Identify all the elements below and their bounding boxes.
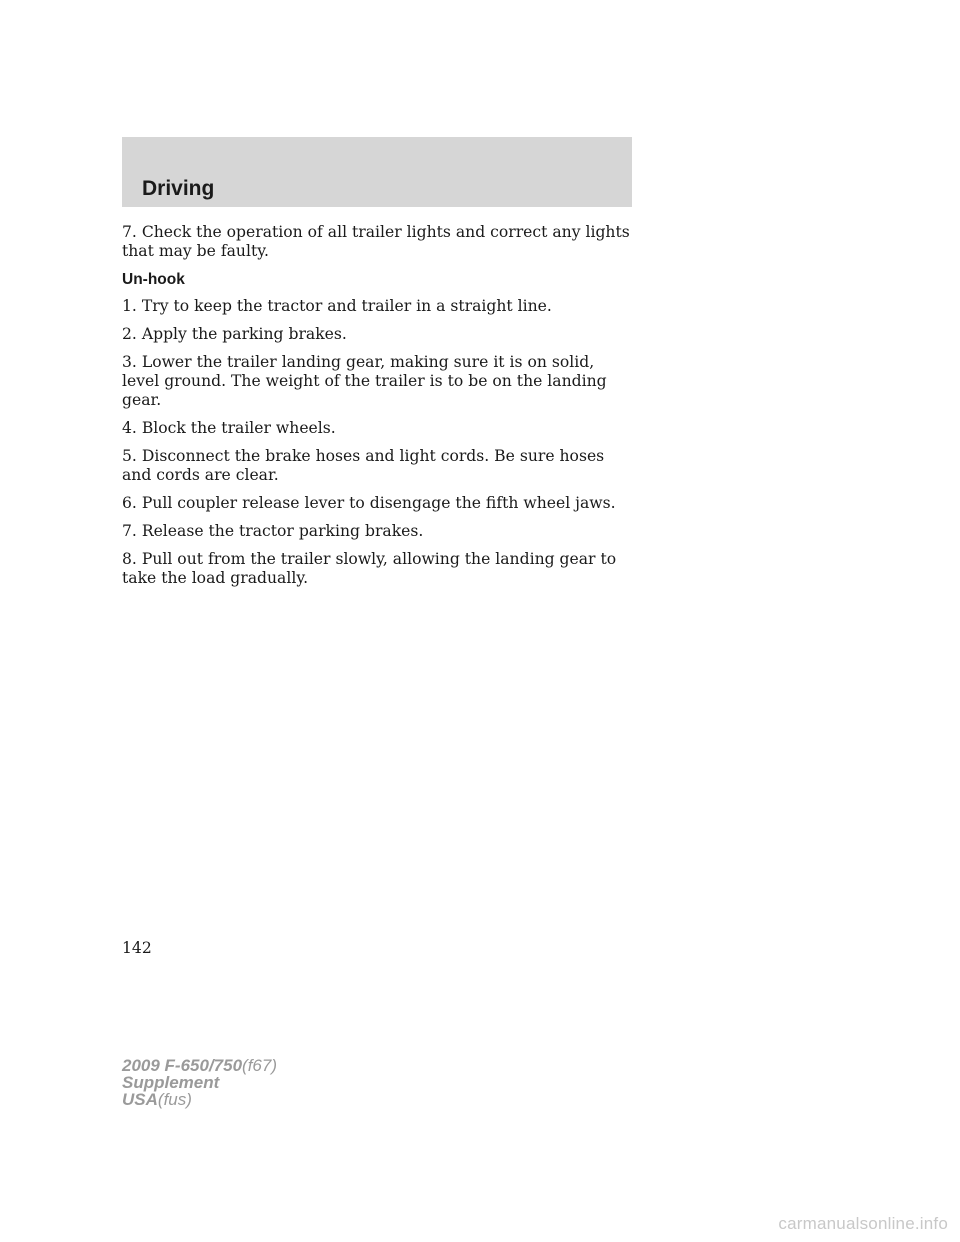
unhook-step-4: 4. Block the trailer wheels. (122, 419, 336, 437)
unhook-step-5: 5. Disconnect the brake hoses and light cords. Be sure hoses and cords are clear. (122, 447, 605, 484)
footer-model-line (122, 1057, 277, 1074)
footer-doc-type: Supplement (122, 1073, 220, 1092)
document-footer (122, 1057, 277, 1108)
footer-region-code: (fus) (157, 1090, 192, 1109)
unhook-heading: Un-hook (122, 271, 185, 288)
unhook-step-2: 2. Apply the parking brakes. (122, 325, 347, 343)
page-content (122, 223, 634, 597)
footer-region-line (122, 1091, 277, 1108)
unhook-step-1: 1. Try to keep the tractor and trailer in a straight line. (122, 297, 552, 315)
section-header-band (122, 137, 632, 207)
watermark: carmanualsonline.info (778, 1214, 948, 1233)
footer-region: USA (122, 1090, 158, 1109)
footer-doc-type-line (122, 1074, 277, 1091)
intro-paragraph: 7. Check the operation of all trailer lights and correct any lights that may be faulty. (122, 223, 630, 260)
footer-model: 2009 F-650/750 (122, 1056, 243, 1075)
unhook-step-7: 7. Release the tractor parking brakes. (122, 522, 424, 540)
section-title: Driving (142, 177, 215, 200)
page-number: 142 (122, 939, 152, 957)
unhook-step-3: 3. Lower the trailer landing gear, making sure it is on solid, level ground. The weight of the trailer is to be on the landing gear. (122, 353, 607, 409)
footer-model-code: (f67) (242, 1056, 278, 1075)
unhook-step-8: 8. Pull out from the trailer slowly, allowing the landing gear to take the load gradually. (122, 550, 617, 587)
unhook-step-6: 6. Pull coupler release lever to disengage the fifth wheel jaws. (122, 494, 616, 512)
